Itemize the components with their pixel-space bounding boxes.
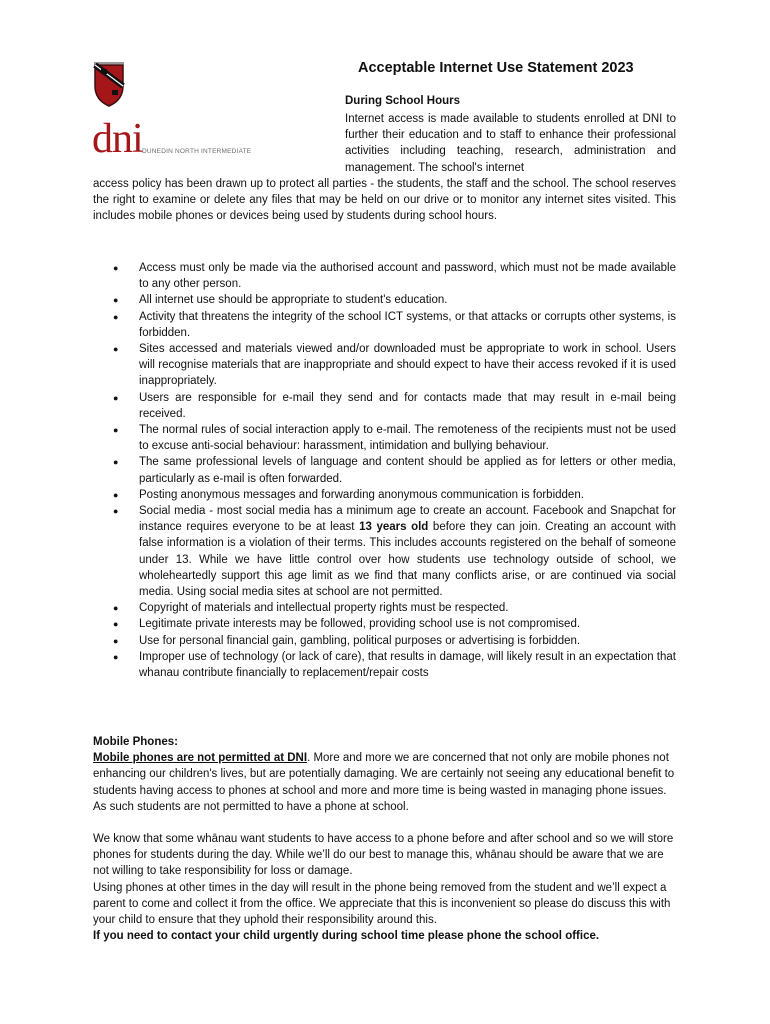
mobile-paragraph-3: Using phones at other times in the day will result in the phone being removed from the student and we’ll expect a parent to come and collect it from the office. We appreciate that this is inconvenient so please do discuss this with your child to ensure that they uphold their responsibility around this.	[93, 881, 671, 927]
rule-item: ● Sites accessed and materials viewed and/or downloaded must be appropriate to work in school. Users will recognise materials that are inappropriate and should expect to have their access revoked if it is used inappropriately.	[93, 341, 676, 390]
rule-item: ● Legitimate private interests may be followed, providing school use is not compromised.	[93, 616, 676, 632]
rule-item-social-media	[93, 503, 676, 600]
rule-item: ● Posting anonymous messages and forwarding anonymous communication is forbidden.	[93, 487, 676, 503]
rule-item: ● Improper use of technology (or lack of care), that results in damage, will likely result in an expectation that whanau contribute financially to replacement/repair costs	[93, 649, 676, 681]
rule-item: ● Users are responsible for e-mail they send and for contacts made that may result in e-mail being received.	[93, 390, 676, 422]
rule-item: ● All internet use should be appropriate to student's education.	[93, 292, 676, 308]
social-text-after: before they can join. Creating an account with false information is a violation of their terms. This includes accounts registered on the behalf of someone under 13. While we have little control over how students use technology outside of school, we wholeheartedly support this age limit as we find that many conflicts arise, or are continued via social media. Using social media sites at school are not permitted.	[139, 521, 677, 599]
mobile-policy-lead: Mobile phones are not permitted at DNI	[93, 752, 308, 765]
page-title: Acceptable Internet Use Statement 2023	[358, 60, 634, 76]
rule-item: ● Use for personal financial gain, gambling, political purposes or advertising is forbidden.	[93, 633, 676, 649]
mobile-heading: Mobile Phones:	[93, 736, 178, 748]
crest-icon	[92, 62, 126, 108]
logo-subtitle: DUNEDIN NORTH INTERMEDIATE	[142, 148, 252, 155]
section-heading: During School Hours	[345, 95, 460, 107]
mobile-paragraph-1	[93, 750, 676, 815]
mobile-phones-section	[93, 734, 676, 944]
intro-paragraph: Internet access is made available to students enrolled at DNI to further their education and to staff to enhance their professional activities including teaching, research, administration and management. The school's internet	[345, 113, 676, 174]
rule-item: ● The same professional levels of language and content should be applied as for letters or other media, particularly as e-mail is often forwarded.	[93, 454, 676, 486]
social-text-before: Social media - most social media has a minimum age to create an account. Facebook and Snapchat for instance requires everyone to be at least	[139, 505, 676, 534]
age-limit: 13 years old	[359, 521, 429, 534]
school-logo	[88, 62, 252, 162]
logo-wordmark: dni	[92, 116, 143, 162]
rule-item: ● Copyright of materials and intellectual property rights must be respected.	[93, 600, 676, 616]
rules-list	[93, 260, 676, 681]
mobile-paragraph-2: We know that some whānau want students to have access to a phone before and after school and so we will store phones for students during the day. While we’ll do our best to manage this, whānau should be aware that we are not willing to take responsibility for loss or damage.	[93, 833, 674, 878]
rule-item: ● Access must only be made via the authorised account and password, which must not be made available to any other person.	[93, 260, 676, 292]
intro-paragraph-continued: access policy has been drawn up to protect all parties - the students, the staff and the school. The school reserves the right to examine or delete any files that may be held on our drive or to monitor any internet sites visited. This includes mobile phones or devices being used by students during school hours.	[93, 178, 676, 223]
rule-item: ● The normal rules of social interaction apply to e-mail. The remoteness of the recipients must not be used to excuse anti-social behaviour: harassment, intimidation and bullying behaviour.	[93, 422, 676, 454]
mobile-closing: If you need to contact your child urgently during school time please phone the school office.	[93, 930, 600, 943]
rule-item: ● Activity that threatens the integrity of the school ICT systems, or that attacks or corrupts other systems, is forbidden.	[93, 309, 676, 341]
mobile-paragraph-1-text: . More and more we are concerned that not only are mobile phones not enhancing our children's lives, but are potentially damaging. We are certainly not seeing any educational benefit to students having access to phones at school and more and more time is being wasted in managing phone issues. As such students are not permitted to have a phone at school.	[93, 752, 675, 813]
